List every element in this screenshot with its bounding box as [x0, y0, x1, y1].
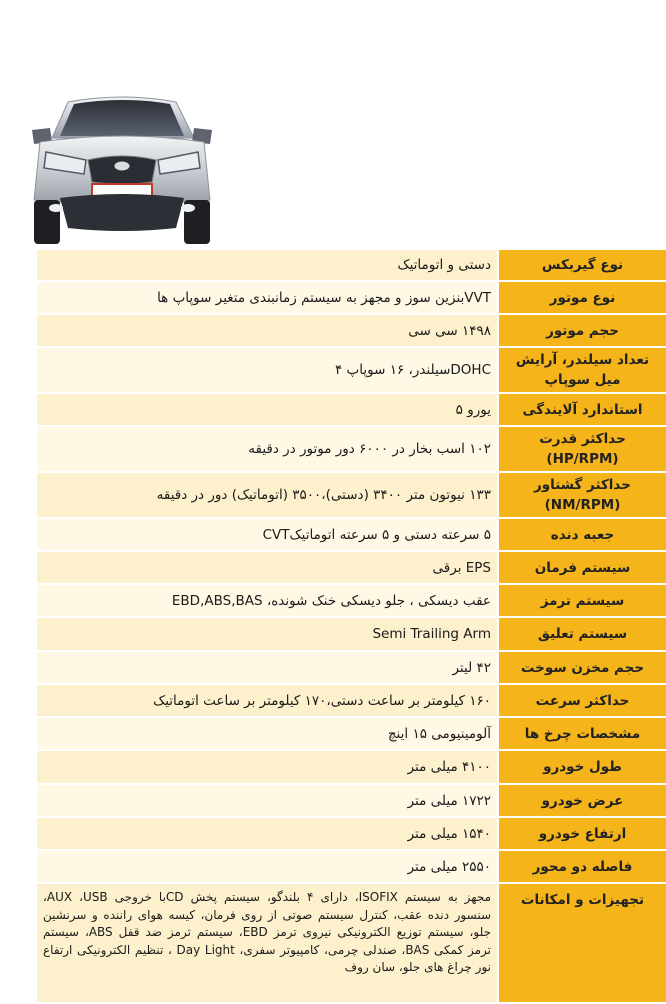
spec-value: ۵ سرعته دستی و ۵ سرعته اتوماتیکCVT: [37, 519, 497, 550]
spec-row-engine-volume: [37, 315, 666, 348]
spec-value: ۱۰۲ اسب بخار در ۶۰۰۰ دور موتور در دقیقه: [37, 427, 497, 471]
spec-label: حداکثر سرعت: [497, 685, 666, 716]
spec-value: ۱۷۲۲ میلی متر: [37, 785, 497, 816]
spec-row-max-power: [37, 427, 666, 473]
spec-label: سیستم تعلیق: [497, 618, 666, 650]
spec-label: نوع موتور: [497, 282, 666, 313]
spec-label: طول خودرو: [497, 751, 666, 783]
spec-label: حجم مخزن سوخت: [497, 652, 666, 683]
spec-row-transmission: [37, 519, 666, 552]
spec-value: دستی و اتوماتیک: [37, 250, 497, 280]
spec-value: مجهز به سیستم ISOFIX، دارای ۴ بلندگو، سیستم پخش CDبا خروجی AUX ،USB، سنسور دنده عقب، کنترل سیستم صوتی از روی فرمان، کیسه هوای راننده و سرنشین جلو، سیستم توزیع الکترونیکی نیروی ترمز EBD، سیستم ترمز ضد قفل ABS، سیستم ترمز کمکی BAS، صندلی چرمی، کامپیوتر سفری، Day Light ، تنظیم الکترونیکی ارتفاع نور چراغ های جلو، سان روف: [37, 884, 497, 1002]
spec-value: ۱۵۴۰ میلی متر: [37, 818, 497, 849]
spec-row-fuel-tank: [37, 652, 666, 685]
spec-row-brakes: [37, 585, 666, 618]
spec-value: ۱۶۰ کیلومتر بر ساعت دستی،۱۷۰ کیلومتر بر ساعت اتوماتیک: [37, 685, 497, 716]
spec-value: ۲۵۵۰ میلی متر: [37, 851, 497, 882]
spec-label: سیستم فرمان: [497, 552, 666, 583]
spec-row-wheelbase: [37, 851, 666, 884]
spec-value: DOHCسیلندر، ۱۶ سوپاپ ۴: [37, 348, 497, 392]
spec-row-steering: [37, 552, 666, 585]
spec-value: Semi Trailing Arm: [37, 618, 497, 650]
spec-value: عقب دیسکی ، جلو دیسکی خنک شونده، EBD,ABS,BAS: [37, 585, 497, 616]
spec-label: استاندارد آلایندگی: [497, 394, 666, 425]
spec-row-gearbox-type: [37, 250, 666, 282]
spec-row-engine-type: [37, 282, 666, 315]
spec-value: ۱۴۹۸ سی سی: [37, 315, 497, 346]
spec-label: عرض خودرو: [497, 785, 666, 816]
spec-row-features: [37, 884, 666, 1004]
spec-value: آلومینیومی ۱۵ اینچ: [37, 718, 497, 749]
spec-value: ۱۳۳ نیوتون متر ۳۴۰۰ (دستی)،۳۵۰۰ (اتوماتیک) دور در دقیقه: [37, 473, 497, 517]
spec-value: یورو ۵: [37, 394, 497, 425]
car-front-image: [26, 90, 218, 255]
spec-row-height: [37, 818, 666, 851]
spec-row-max-speed: [37, 685, 666, 718]
spec-row-cylinders: [37, 348, 666, 394]
spec-value: VVTبنزین سوز و مجهز به سیستم زمانبندی متغیر سوپاپ ها: [37, 282, 497, 313]
spec-row-length: [37, 751, 666, 785]
specs-table: [37, 250, 666, 1004]
spec-label: جعبه دنده: [497, 519, 666, 550]
spec-row-wheels: [37, 718, 666, 751]
spec-value: ۴۱۰۰ میلی متر: [37, 751, 497, 783]
spec-label: حداکثر گشتاور (NM/RPM): [497, 473, 666, 517]
spec-row-max-torque: [37, 473, 666, 519]
spec-row-suspension: [37, 618, 666, 652]
spec-row-width: [37, 785, 666, 818]
spec-label: تجهیزات و امکانات: [497, 884, 666, 1002]
spec-value: ۴۲ لیتر: [37, 652, 497, 683]
spec-label: حجم موتور: [497, 315, 666, 346]
spec-label: حداکثر قدرت (HP/RPM): [497, 427, 666, 471]
spec-row-emission-standard: [37, 394, 666, 427]
spec-label: تعداد سیلندر، آرایش میل سوپاپ: [497, 348, 666, 392]
spec-label: فاصله دو محور: [497, 851, 666, 882]
spec-label: مشخصات چرخ ها: [497, 718, 666, 749]
spec-value: EPS برقی: [37, 552, 497, 583]
spec-label: ارتفاع خودرو: [497, 818, 666, 849]
spec-label: سیستم ترمز: [497, 585, 666, 616]
spec-label: نوع گیربکس: [497, 250, 666, 280]
